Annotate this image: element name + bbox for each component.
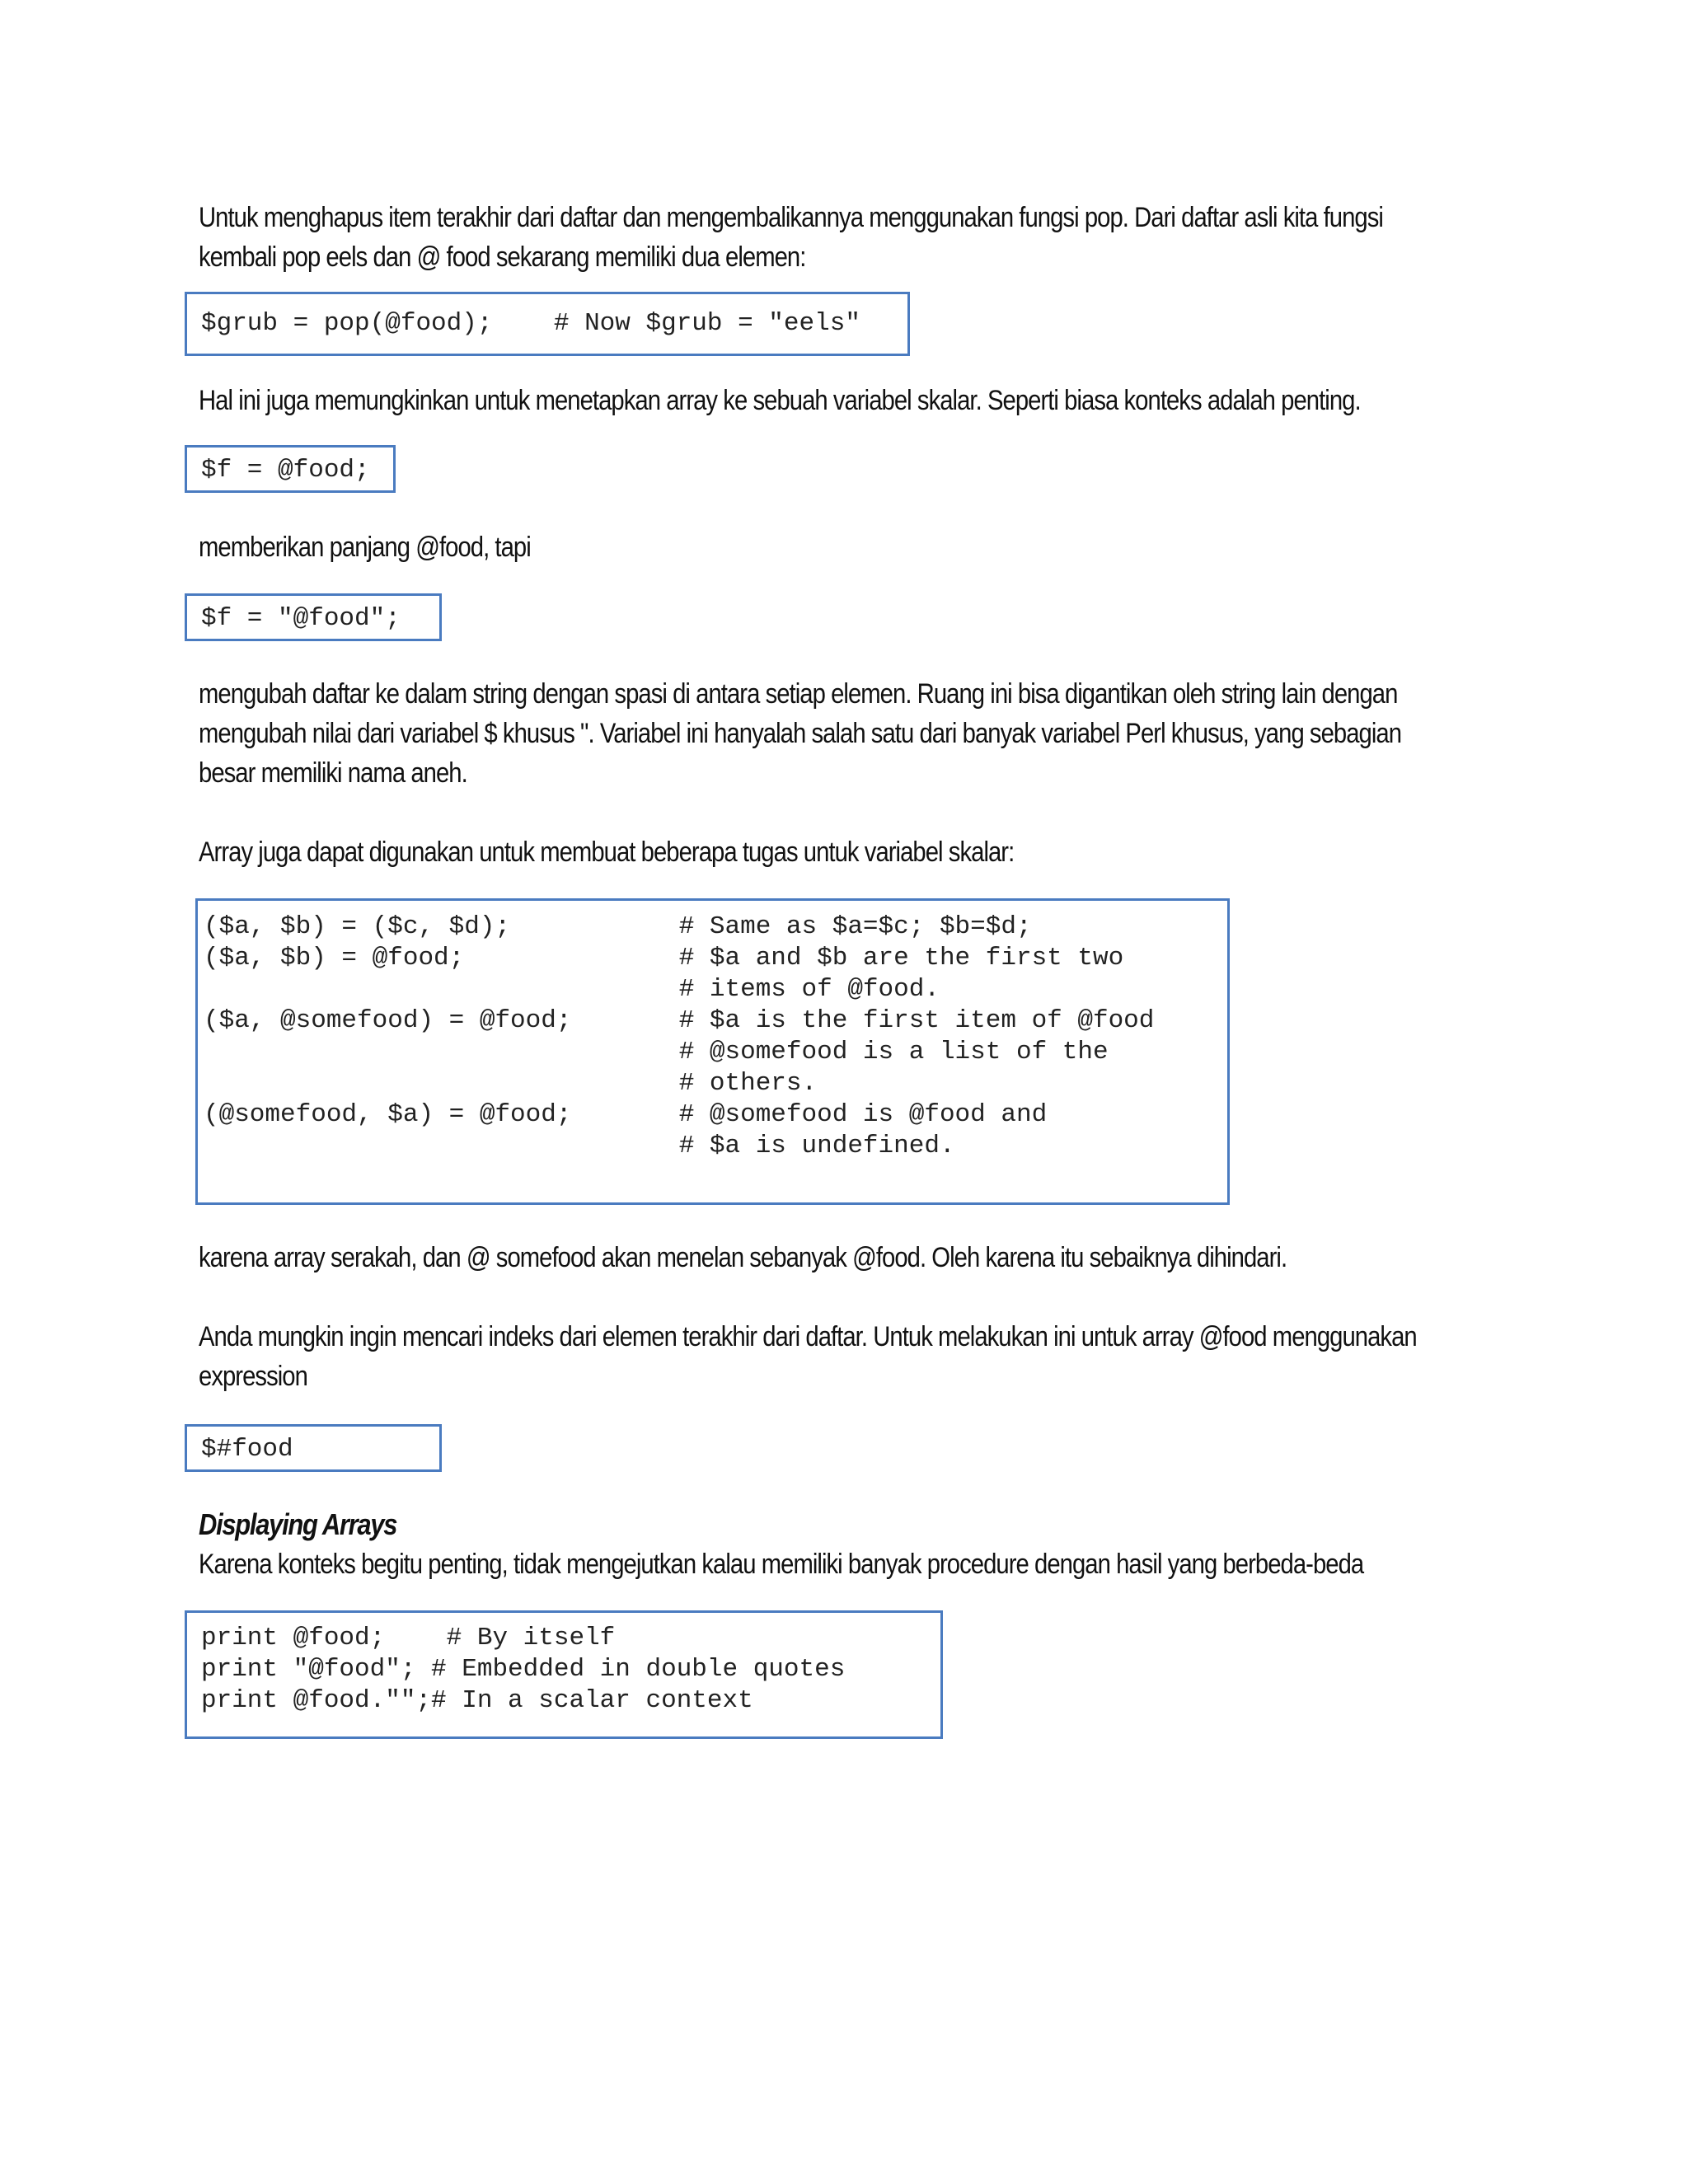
- paragraph-pop-intro: [199, 198, 1383, 277]
- code-block-length: [185, 445, 396, 493]
- code-block-print: [185, 1610, 943, 1739]
- paragraph-line: kembali pop eels dan @ food sekarang memiliki dua elemen:: [199, 241, 806, 273]
- paragraph-scalar-assign: [199, 381, 1361, 420]
- paragraph-greedy: [199, 1238, 1319, 1277]
- paragraph-line: Anda mungkin ingin mencari indeks dari elemen terakhir dari daftar. Untuk melakukan ini untuk array @food menggunakan: [199, 1321, 1417, 1352]
- section-heading: Displaying Arrays: [199, 1507, 397, 1541]
- code-text: print @food; # By itself print "@food"; # Embedded in double quotes print @food."";# In a scalar context: [201, 1624, 846, 1715]
- paragraph-line: memberikan panjang @food, tapi: [199, 532, 531, 563]
- paragraph-multi-assign: [199, 832, 1319, 872]
- paragraph-length-note: [199, 527, 1319, 567]
- code-block-pop: [185, 292, 910, 356]
- code-block-list-assign: [195, 898, 1230, 1205]
- paragraph-line: Array juga dapat digunakan untuk membuat beberapa tugas untuk variabel skalar:: [199, 837, 1015, 868]
- paragraph-line: besar memiliki nama aneh.: [199, 757, 467, 789]
- paragraph-line: Karena konteks begitu penting, tidak mengejutkan kalau memiliki banyak procedure dengan hasil yang berbeda-beda: [199, 1549, 1364, 1580]
- paragraph-line: Hal ini juga memungkinkan untuk menetapkan array ke sebuah variabel skalar. Seperti biasa konteks adalah penting.: [199, 385, 1361, 416]
- paragraph-last-index: [199, 1317, 1417, 1396]
- code-text: ($a, $b) = ($c, $d); # Same as $a=$c; $b=$d; ($a, $b) = @food; # $a and $b are the first two # items of @food. ($a, @somefood) = @food; # $a is the first item of @food # @somefood is a list of the # others. (@somefood, $a) = @food; # @somefood is @food and # $a is undefined.: [204, 912, 1155, 1160]
- paragraph-context: [199, 1544, 1364, 1584]
- paragraph-line: mengubah daftar ke dalam string dengan spasi di antara setiap elemen. Ruang ini bisa digantikan oleh string lain dengan: [199, 678, 1398, 710]
- paragraph-line: expression: [199, 1361, 307, 1392]
- code-block-last-index: [185, 1424, 442, 1472]
- code-text: $#food: [201, 1435, 293, 1464]
- paragraph-line: Untuk menghapus item terakhir dari daftar dan mengembalikannya menggunakan fungsi pop. Dari daftar asli kita fungsi: [199, 202, 1383, 233]
- code-text: $f = "@food";: [201, 604, 401, 633]
- code-text: $grub = pop(@food); # Now $grub = "eels": [201, 309, 860, 338]
- code-block-string: [185, 593, 442, 641]
- paragraph-string-join: [199, 674, 1402, 793]
- paragraph-line: karena array serakah, dan @ somefood akan menelan sebanyak @food. Oleh karena itu sebaiknya dihindari.: [199, 1242, 1287, 1273]
- code-text: $f = @food;: [201, 456, 370, 485]
- paragraph-line: mengubah nilai dari variabel $ khusus ". Variabel ini hanyalah salah satu dari banyak variabel Perl khusus, yang sebagian: [199, 718, 1402, 749]
